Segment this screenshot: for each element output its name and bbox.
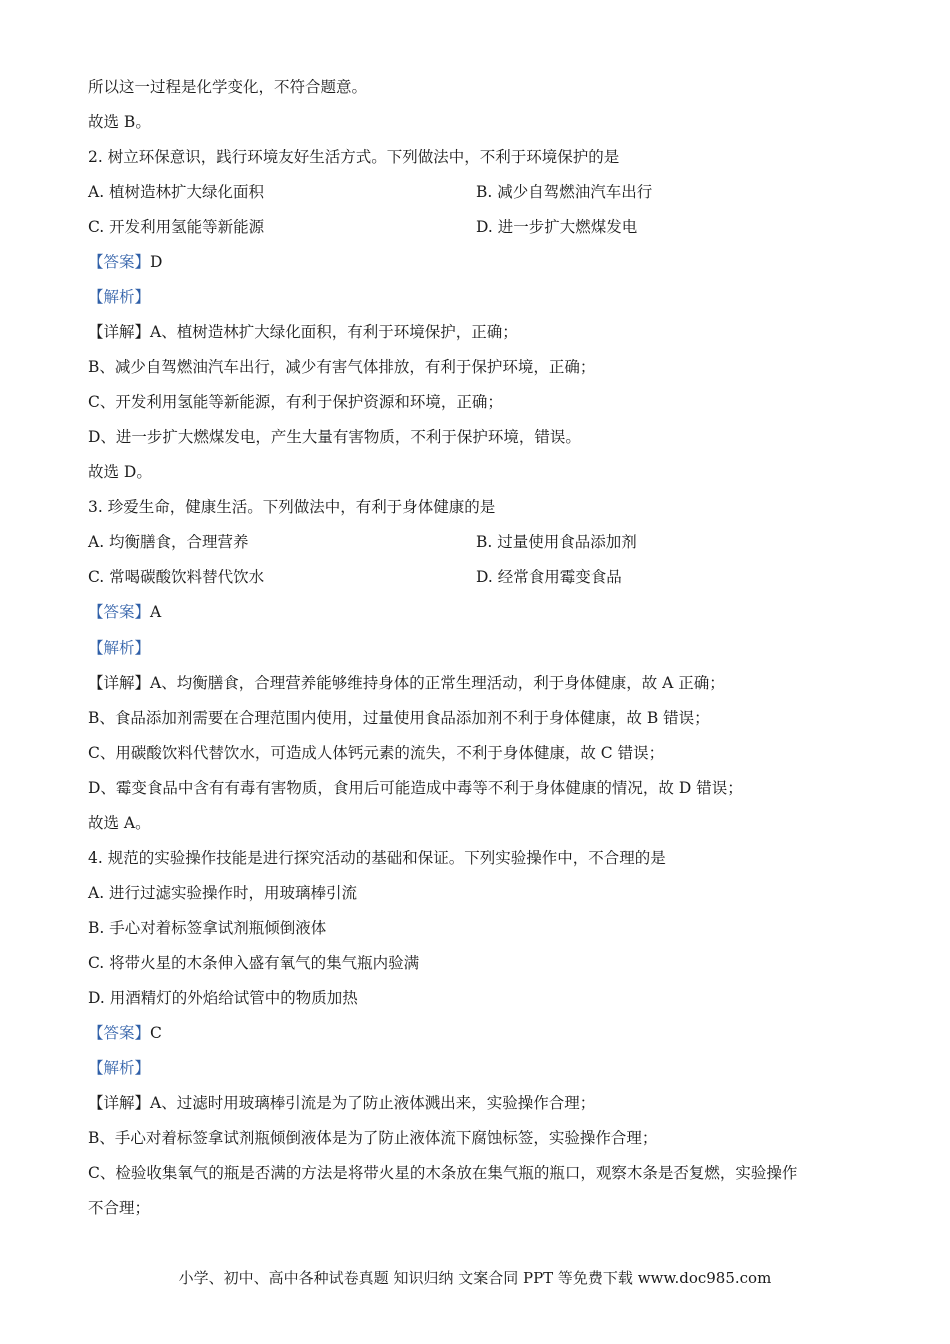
detail-line <box>88 1093 595 1113</box>
text-line: C、用碳酸饮料代替饮水，可造成人体钙元素的流失，不利于身体健康，故 C 错误； <box>88 744 665 762</box>
text-line: D、霉变食品中含有有毒有害物质，食用后可能造成中毒等不利于身体健康的情况，故 D 错误； <box>88 779 743 797</box>
analysis-tag: 【解析】 <box>88 288 151 306</box>
detail-text: A、过滤时用玻璃棒引流是为了防止液体溅出来，实验操作合理； <box>150 1094 596 1112</box>
option-a: A. 均衡膳食，合理营养 <box>88 533 249 551</box>
answer-value: D <box>150 253 163 271</box>
text-line: 故选 D。 <box>88 463 152 481</box>
detail-line <box>88 322 518 342</box>
option-b: B. 手心对着标签拿试剂瓶倾倒液体 <box>88 919 327 937</box>
answer-tag: 【答案】 <box>88 253 151 271</box>
answer-value: A <box>150 603 162 621</box>
question-2-stem: 2. 树立环保意识，践行环境友好生活方式。下列做法中，不利于环境保护的是 <box>88 148 620 166</box>
option-a: A. 进行过滤实验操作时，用玻璃棒引流 <box>88 884 358 902</box>
text-line: B、减少自驾燃油汽车出行，减少有害气体排放，有利于保护环境，正确； <box>88 358 596 376</box>
text-line: C、检验收集氧气的瓶是否满的方法是将带火星的木条放在集气瓶的瓶口，观察木条是否复燃，实验操作 <box>88 1164 798 1182</box>
option-c: C. 常喝碳酸饮料替代饮水 <box>88 568 265 586</box>
analysis-tag: 【解析】 <box>88 639 151 657</box>
answer-tag: 【答案】 <box>88 1024 151 1042</box>
answer-value: C <box>150 1024 162 1042</box>
detail-text: A、植树造林扩大绿化面积，有利于环境保护，正确； <box>150 323 518 341</box>
text-line: 不合理； <box>88 1199 151 1217</box>
option-c: C. 将带火星的木条伸入盛有氧气的集气瓶内验满 <box>88 954 420 972</box>
question-4-stem: 4. 规范的实验操作技能是进行探究活动的基础和保证。下列实验操作中，不合理的是 <box>88 849 666 867</box>
detail-text: A、均衡膳食，合理营养能够维持身体的正常生理活动，利于身体健康，故 A 正确； <box>150 674 725 692</box>
option-a: A. 植树造林扩大绿化面积 <box>88 183 265 201</box>
text-line: B、食品添加剂需要在合理范围内使用，过量使用食品添加剂不利于身体健康，故 B 错误； <box>88 709 710 727</box>
text-line: 故选 A。 <box>88 814 151 832</box>
option-b: B. 过量使用食品添加剂 <box>476 533 637 551</box>
answer-line <box>88 602 161 622</box>
text-line: C、开发利用氢能等新能源，有利于保护资源和环境，正确； <box>88 393 503 411</box>
detail-tag: 【详解】 <box>88 323 151 341</box>
answer-line <box>88 1023 162 1043</box>
option-d: D. 进一步扩大燃煤发电 <box>476 218 638 236</box>
question-3-stem: 3. 珍爱生命，健康生活。下列做法中，有利于身体健康的是 <box>88 498 496 516</box>
option-d: D. 经常食用霉变食品 <box>476 568 622 586</box>
page-footer: 小学、初中、高中各种试卷真题 知识归纳 文案合同 PPT 等免费下载 www.doc985.com <box>178 1269 772 1287</box>
text-line: 故选 B。 <box>88 113 151 131</box>
option-b: B. 减少自驾燃油汽车出行 <box>476 183 653 201</box>
analysis-tag: 【解析】 <box>88 1059 151 1077</box>
text-line: D、进一步扩大燃煤发电，产生大量有害物质，不利于保护环境，错误。 <box>88 428 581 446</box>
text-line: 所以这一过程是化学变化，不符合题意。 <box>88 78 368 96</box>
answer-line <box>88 252 162 272</box>
detail-tag: 【详解】 <box>88 674 151 692</box>
text-line: B、手心对着标签拿试剂瓶倾倒液体是为了防止液体流下腐蚀标签，实验操作合理； <box>88 1129 658 1147</box>
detail-tag: 【详解】 <box>88 1094 151 1112</box>
detail-line <box>88 673 725 693</box>
option-d: D. 用酒精灯的外焰给试管中的物质加热 <box>88 989 358 1007</box>
answer-tag: 【答案】 <box>88 603 151 621</box>
option-c: C. 开发利用氢能等新能源 <box>88 218 265 236</box>
